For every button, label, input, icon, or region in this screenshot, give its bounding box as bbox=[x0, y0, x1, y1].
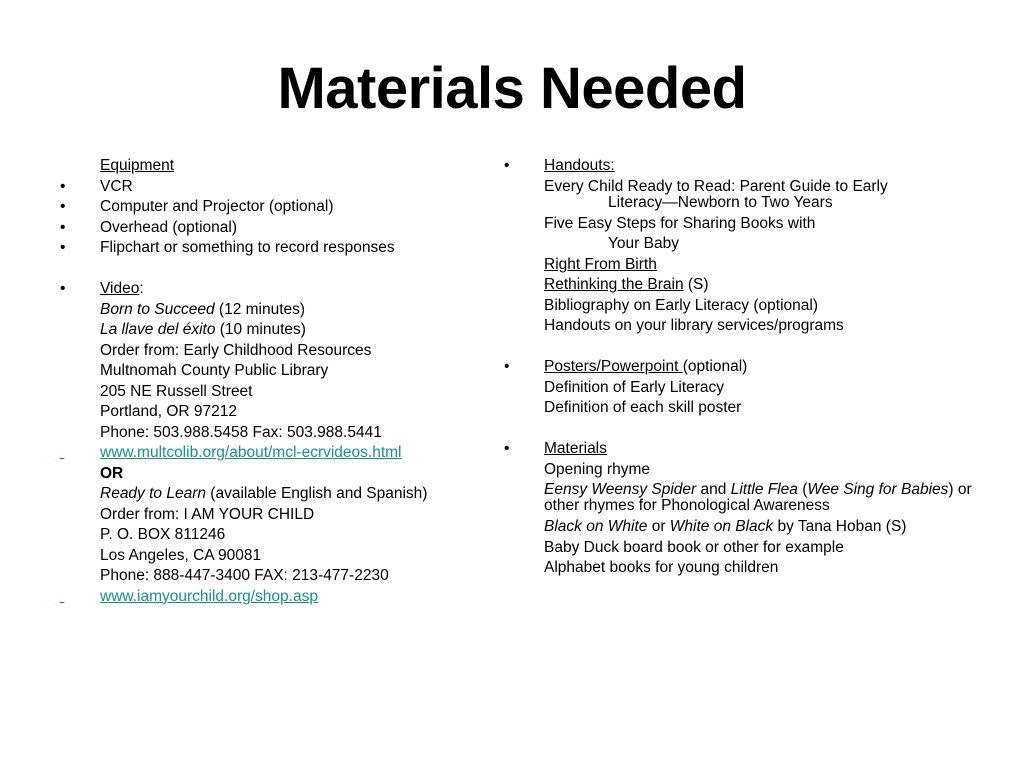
handout-item bbox=[504, 255, 974, 276]
equipment-item: Overhead (optional) bbox=[100, 218, 237, 236]
spacer bbox=[60, 259, 500, 280]
material-item: Opening rhyme bbox=[544, 460, 650, 478]
order-line: Phone: 888-447-3400 FAX: 213-477-2230 bbox=[100, 567, 389, 584]
material-text: by Tana Hoban (S) bbox=[773, 518, 907, 535]
material-item bbox=[504, 480, 974, 517]
poster-item: Definition of Early Literacy bbox=[544, 378, 725, 396]
bullet: • bbox=[60, 239, 66, 256]
materials-heading: Materials bbox=[544, 440, 607, 457]
right-column bbox=[504, 156, 974, 579]
video-duration: (12 minutes) bbox=[214, 300, 306, 318]
bullet: • bbox=[504, 157, 510, 174]
bullet: • bbox=[60, 218, 66, 236]
list-item bbox=[60, 177, 500, 198]
bullet: • bbox=[60, 198, 66, 215]
material-text: and bbox=[696, 481, 731, 498]
material-text: ( bbox=[797, 481, 808, 498]
handout-note: (S) bbox=[683, 276, 709, 293]
order-line: Order from: I AM YOUR CHILD bbox=[100, 505, 315, 523]
iamyourchild-link[interactable]: www.iamyourchild.org/shop.asp bbox=[100, 587, 318, 605]
posters-heading-line bbox=[504, 357, 974, 378]
handout-text: Every Child Ready to Read: Parent Guide to Early bbox=[544, 177, 888, 195]
material-title: White on Black bbox=[669, 518, 774, 535]
bullet: • bbox=[60, 280, 66, 297]
order-line: 205 NE Russell Street bbox=[100, 382, 253, 400]
handout-item: Five Easy Steps for Sharing Books with bbox=[544, 214, 816, 232]
bullet: • bbox=[504, 440, 510, 457]
handout-item bbox=[504, 275, 974, 296]
video-title: La llave del éxito bbox=[100, 321, 216, 338]
equipment-item: Computer and Projector (optional) bbox=[100, 198, 334, 215]
list-item bbox=[60, 197, 500, 218]
material-text: or bbox=[647, 518, 670, 535]
spacer bbox=[504, 419, 974, 440]
video-item bbox=[60, 320, 500, 341]
handouts-heading-line bbox=[504, 156, 974, 177]
video-note: (available English and Spanish) bbox=[206, 485, 428, 502]
handout-item bbox=[504, 177, 974, 214]
slide-title: Materials Needed bbox=[277, 56, 747, 121]
left-column bbox=[60, 156, 500, 607]
order-line: Phone: 503.988.5458 Fax: 503.988.5441 bbox=[100, 423, 382, 441]
handout-text-cont: Literacy—Newborn to Two Years bbox=[608, 193, 833, 211]
link-underline-pad bbox=[60, 587, 100, 608]
list-item bbox=[60, 218, 500, 239]
bullet: • bbox=[60, 177, 66, 195]
video-title: Born to Succeed bbox=[100, 300, 215, 318]
poster-item: Definition of each skill poster bbox=[544, 399, 742, 416]
materials-heading-line bbox=[504, 439, 974, 460]
order-line: Order from: Early Childhood Resources bbox=[100, 341, 372, 359]
video-duration: (10 minutes) bbox=[215, 321, 306, 338]
posters-note: (optional) bbox=[682, 358, 748, 375]
material-title: Little Flea bbox=[730, 481, 798, 498]
handout-text: Rethinking the Brain bbox=[544, 276, 684, 293]
handout-text: Right From Birth bbox=[544, 255, 657, 273]
handout-item: Handouts on your library services/programs bbox=[544, 317, 844, 334]
equipment-heading-line bbox=[60, 156, 500, 177]
video-heading-line bbox=[60, 279, 500, 300]
list-item bbox=[60, 238, 500, 259]
order-line: P. O. BOX 811246 bbox=[100, 526, 226, 543]
equipment-item: VCR bbox=[100, 177, 133, 195]
material-item: Alphabet books for young children bbox=[544, 559, 779, 576]
video-item bbox=[60, 300, 500, 321]
equipment-heading: Equipment bbox=[100, 157, 175, 174]
posters-heading: Posters/Powerpoint bbox=[544, 358, 683, 375]
link-underline-pad bbox=[60, 443, 100, 464]
material-text: ) or other rhymes for Phonological Awareness bbox=[544, 481, 972, 514]
handout-item: Bibliography on Early Literacy (optional) bbox=[544, 296, 818, 314]
video-colon: : bbox=[139, 280, 144, 297]
video-title: Ready to Learn bbox=[100, 485, 206, 502]
handout-item-cont: Your Baby bbox=[608, 235, 679, 252]
material-item: Baby Duck board book or other for example bbox=[544, 538, 844, 556]
handouts-heading: Handouts: bbox=[544, 157, 615, 174]
material-title: Wee Sing for Babies bbox=[807, 481, 949, 498]
order-line: Multnomah County Public Library bbox=[100, 362, 329, 379]
material-title: Eensy Weensy Spider bbox=[544, 481, 697, 498]
bullet: • bbox=[504, 358, 510, 375]
order-line: Los Angeles, CA 90081 bbox=[100, 546, 262, 564]
equipment-item: Flipchart or something to record responses bbox=[100, 239, 395, 256]
video-item bbox=[60, 484, 500, 505]
video-heading: Video bbox=[100, 280, 140, 297]
material-title: Black on White bbox=[544, 518, 648, 535]
or-text: OR bbox=[100, 464, 124, 482]
url-line bbox=[60, 587, 500, 608]
order-line: Portland, OR 97212 bbox=[100, 403, 238, 420]
spacer bbox=[504, 337, 974, 358]
multcolib-link[interactable]: www.multcolib.org/about/mcl-ecrvideos.html bbox=[100, 444, 402, 461]
material-item bbox=[504, 517, 974, 538]
url-line bbox=[60, 443, 500, 464]
